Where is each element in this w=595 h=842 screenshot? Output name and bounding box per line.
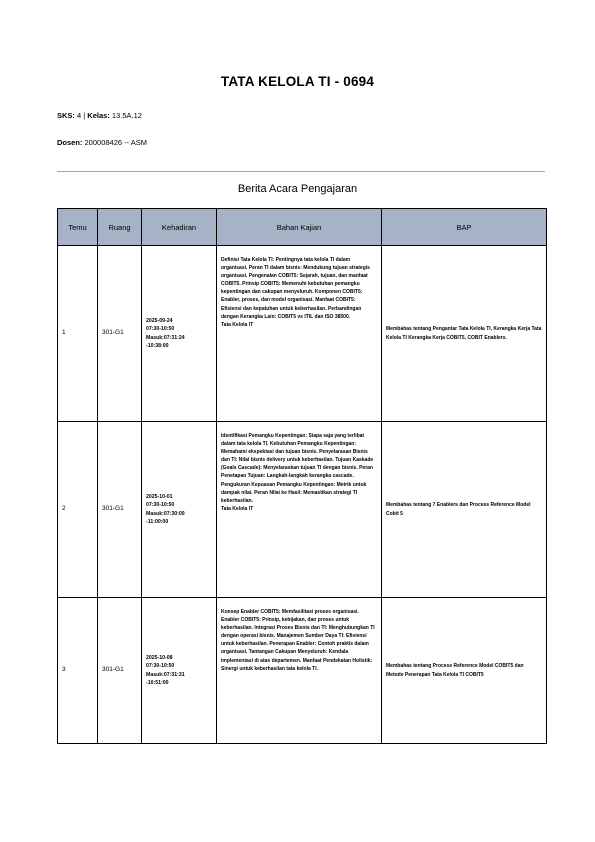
teaching-log-table bbox=[57, 208, 547, 744]
section-title: Berita Acara Pengajaran bbox=[237, 183, 358, 195]
kelas-label: Kelas: bbox=[87, 111, 110, 120]
kelas-value: 13.5A.12 bbox=[109, 111, 142, 120]
cell-bap: Membahas tentang 7 Enablers dan Process Reference Model Cobit 5 bbox=[382, 422, 547, 598]
table-row bbox=[58, 246, 547, 422]
cell-bap: Membahas tentang Process Reference Model COBIT5 dan Metode Penerapan Tata Kelola TI COBIT5 bbox=[382, 598, 547, 744]
cell-kehadiran: 2025-10-01 07:30-10:50 Masuk:07:30:00 -11:00:00 bbox=[142, 422, 217, 598]
lecturer-info bbox=[57, 138, 147, 147]
header-temu: Temu bbox=[58, 209, 98, 246]
header-kehadiran: Kehadiran bbox=[142, 209, 217, 246]
cell-bahan-kajian: Definisi Tata Kelola TI: Pentingnya tata kelola TI dalam organisasi. Peran TI dalam bisnis: Mendukung tujuan strategis organisasi. Pengenalan COBIT5: Sejarah, tujuan, dan manfaat COBIT5. Prinsip COBIT5: Memenuhi kebutuhan pemangku kepentingan dan cakupan menyeluruh. Komponen COBIT5: Enabler, proses, dan model organisasi. Manfaat COBIT5: Efisiensi dan kepatuhan untuk keberhasilan. Perbandingan dengan Kerangka Lain: COBIT5 vs ITIL dan ISO 38500. Tata Kelola IT bbox=[217, 246, 382, 422]
cell-kehadiran: 2025-09-24 07:30-10:50 Masuk:07:31:24 -10:38:00 bbox=[142, 246, 217, 422]
table-header-row bbox=[58, 209, 547, 246]
header-ruang: Ruang bbox=[98, 209, 142, 246]
cell-bahan-kajian bbox=[217, 598, 382, 744]
cell-ruang: 301-G1 bbox=[98, 246, 142, 422]
cell-bap: Membahas tentang Pengantar Tata Kelola TI, Kerangka Kerja Tata Kelola TI Kerangka Kerja COBIT5, COBIT Enablers. bbox=[382, 246, 547, 422]
header-bap: BAP bbox=[382, 209, 547, 246]
cell-kehadiran: 2025-10-08 07:30-10:50 Masuk:07:31:31 -10:51:00 bbox=[142, 598, 217, 744]
sks-label: SKS: bbox=[57, 111, 75, 120]
cell-bahan-kajian-text: Konsep Enabler COBIT5: Memfasilitasi proses organisasi. Enabler COBIT5: Prinsip, kebijakan, dan proses untuk keberhasilan. Integrasi Proses Bisnis dan TI: Menghubungkan TI dengan operasi bisnis. Manajemen Sumber Daya TI: Efisiensi untuk keberhasilan. Penerapan Enabler: Contoh praktis dalam organisasi. Tantangan Cakupan Menyeluruh: Kendala implementasi di atas departemen. Manfaat Pendekatan Holistik: Sinergi untuk keberhasilan tata kelola TI. bbox=[221, 609, 375, 672]
cell-temu: 2 bbox=[58, 422, 98, 598]
cell-bahan-kajian: Identifikasi Pemangku Kepentingan: Siapa saja yang terlibat dalam tata kelola TI. Kebutuhan Pemangku Kepentingan: Memahami ekspektasi dan tujuan bisnis. Penyelarasan Bisnis dan TI: Nilai bisnis delivery untuk keberhasilan. Tujuan Kaskade (Goals Cascade): Menyelaraskan tujuan TI dengan bisnis. Peran Penetapan Tujuan: Langkah-langkah kerangka cascade. Pengukuran Kepuasan Pemangku Kepentingan: Metrik untuk dampak nilai. Peran Nilai ke Hasil: Memastikan strategi TI keberhasilan. Tata Kelola IT bbox=[217, 422, 382, 598]
page-title: TATA KELOLA TI - 0694 bbox=[220, 74, 375, 89]
cell-ruang: 301-G1 bbox=[98, 422, 142, 598]
sks-value: 4 | bbox=[74, 111, 88, 120]
header-bahan-kajian: Bahan Kajian bbox=[217, 209, 382, 246]
cell-temu: 3 bbox=[58, 598, 98, 744]
cell-temu: 1 bbox=[58, 246, 98, 422]
course-info bbox=[57, 111, 142, 120]
cell-ruang: 301-G1 bbox=[98, 598, 142, 744]
dosen-label: Dosen: bbox=[57, 138, 83, 147]
table-row bbox=[58, 598, 547, 744]
table-row bbox=[58, 422, 547, 598]
dosen-value: 200008426 -- ASM bbox=[82, 138, 148, 147]
divider bbox=[57, 171, 545, 172]
